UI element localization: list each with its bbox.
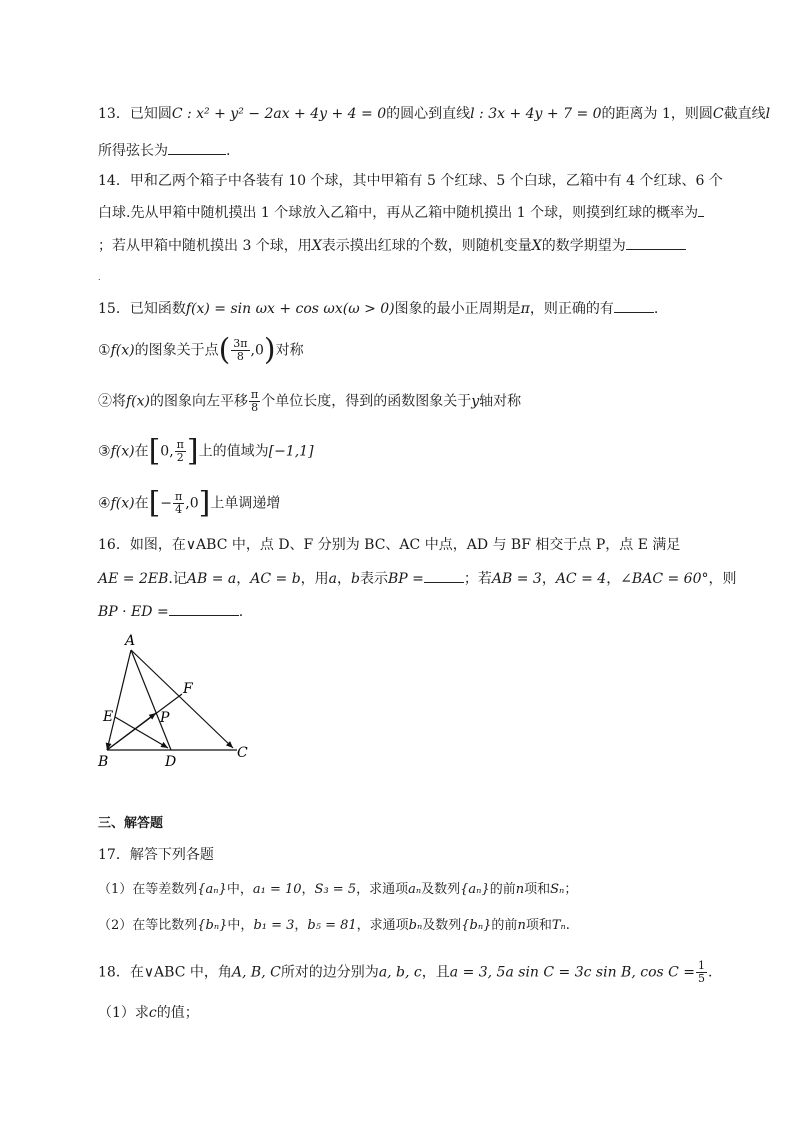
text: 的前: [491, 918, 518, 933]
text: .: [653, 301, 659, 317]
text: 13．已知圆: [98, 106, 172, 122]
label-A: A: [125, 633, 136, 649]
q16-line1: 16．如图，在∨ABC 中，点 D、F 分别为 BC、AC 中点，AD 与 BF 相交于点 P，点 E 满足: [98, 537, 681, 553]
math-line-eq: l : 3x + 4y + 7 = 0: [470, 106, 602, 122]
text: ，且: [421, 964, 450, 981]
section-heading: 三、解答题: [98, 816, 164, 831]
denominator: 2: [176, 451, 184, 464]
text: ，求通项: [356, 918, 409, 933]
math-var: Tₙ: [551, 918, 566, 933]
answer-blank[interactable]: [614, 298, 654, 313]
text: 在: [134, 495, 149, 512]
math-eq: AB = 3: [491, 571, 542, 587]
text: ③: [98, 443, 111, 460]
math-var: bₙ: [408, 918, 423, 933]
q17-part2: [98, 916, 570, 936]
text: ；若: [463, 571, 492, 587]
denominator: 8: [251, 401, 259, 414]
q18-stem: [98, 960, 713, 985]
text: 及数列: [421, 882, 461, 897]
text: .: [708, 964, 713, 981]
text: 所对的边分别为: [280, 964, 379, 981]
math-eq: a₁ = 10: [252, 882, 302, 897]
math-var: l: [765, 106, 771, 122]
q13-line1: [98, 104, 770, 124]
vector-expr: BP =: [387, 571, 424, 587]
label-E: E: [103, 709, 114, 725]
text: ，用: [300, 571, 329, 587]
math-eq: S₃ = 5: [314, 882, 357, 897]
left-bracket: [: [148, 433, 161, 469]
label-B: B: [98, 754, 109, 770]
math-f: f(x): [110, 495, 135, 512]
text: 上的值域为: [198, 443, 269, 460]
q15-option1: [98, 332, 304, 368]
text: 个单位长度，得到的函数图象关于: [261, 393, 472, 410]
text: 轴对称: [479, 393, 522, 410]
vector-expr: AC = b: [250, 571, 301, 587]
answer-blank[interactable]: [626, 235, 686, 250]
text: 的距离为 1，则圆: [601, 106, 713, 122]
text: （1）在等差数列: [98, 882, 198, 897]
q18-part1: [98, 1003, 199, 1023]
text: （2）在等比数列: [98, 918, 198, 933]
q14-line3: [98, 235, 686, 256]
math-seq: {bₙ}: [461, 918, 492, 933]
math-var: A, B, C: [231, 964, 281, 981]
text: 在: [134, 443, 149, 460]
vector-expr: AB = a: [186, 571, 237, 587]
right-bracket: ]: [198, 485, 211, 521]
text: .记: [168, 571, 187, 587]
text: 项和: [525, 918, 552, 933]
text: 表示摸出红球的个数，则随机变量: [321, 238, 532, 254]
math-var: C: [712, 106, 724, 122]
math-seq: {aₙ}: [460, 882, 490, 897]
label-D: D: [165, 754, 177, 770]
text: ；: [564, 882, 578, 897]
text: ，: [236, 571, 251, 587]
numerator: 1: [698, 959, 706, 972]
text: 图象的最小正周期是: [394, 301, 521, 317]
label-F: F: [183, 681, 193, 697]
math-function: f(x) = sin ωx + cos ωx(ω > 0): [185, 301, 395, 317]
text: ，求通项: [356, 882, 409, 897]
text: ，: [294, 918, 308, 933]
left-bracket: [: [148, 485, 161, 521]
text: 项和: [524, 882, 551, 897]
text: 表示: [359, 571, 388, 587]
q14-line2: [98, 202, 704, 223]
math-var: X: [531, 238, 542, 254]
text: 的图象向左平移: [150, 393, 249, 410]
text: 的图象关于点: [134, 342, 219, 359]
text: ,0: [250, 342, 264, 359]
text: ，: [541, 571, 556, 587]
segment-AD: [131, 650, 171, 750]
text: 18．在∨ABC 中，角: [98, 964, 232, 981]
answer-blank[interactable]: [168, 140, 226, 155]
q17-part1: [98, 880, 577, 900]
text: .: [565, 918, 570, 933]
text: ④: [98, 495, 111, 512]
math-var: n: [517, 918, 526, 933]
vector-var: a: [328, 571, 338, 587]
math-var: a, b, c: [378, 964, 422, 981]
text: .: [238, 604, 244, 620]
text: ，: [606, 571, 621, 587]
text: 中，: [227, 918, 254, 933]
text: ，则正确的有: [529, 301, 614, 317]
math-f: f(x): [110, 342, 135, 359]
text: ，: [337, 571, 352, 587]
triangle-figure: [94, 630, 264, 770]
text: 的圆心到直线: [386, 106, 471, 122]
q16-line3: [98, 601, 243, 622]
q14-line4: .: [98, 273, 101, 282]
text: ，: [301, 882, 315, 897]
vector-expr: BP · ED =: [98, 604, 169, 620]
left-paren: (: [218, 332, 231, 368]
math-circle-eq: C : x² + y² − 2ax + 4y + 4 = 0: [171, 106, 387, 122]
math-f: f(x): [110, 443, 135, 460]
fraction: [249, 389, 260, 414]
math-range: [−1,1]: [268, 443, 314, 460]
text: 的前: [489, 882, 516, 897]
math-var: aₙ: [408, 882, 422, 897]
math-eq: ∠BAC = 60°: [620, 571, 709, 587]
text: ①: [98, 342, 111, 359]
denominator: 8: [236, 350, 244, 363]
text: 对称: [275, 342, 304, 359]
right-bracket: ]: [186, 433, 199, 469]
fraction: [175, 439, 186, 464]
q15-option3: [98, 433, 314, 469]
answer-blank[interactable]: [424, 568, 464, 583]
text: 的值；: [156, 1005, 199, 1021]
text: 的数学期望为: [541, 238, 626, 254]
text: 15．已知函数: [98, 301, 186, 317]
text: ,0: [185, 495, 199, 512]
math-var: X: [311, 238, 322, 254]
math-var: Sₙ: [550, 882, 565, 897]
q13-line2: [98, 140, 230, 161]
q15-option2: [98, 389, 521, 414]
text: −: [160, 495, 173, 512]
numerator: 3π: [233, 337, 248, 350]
label-C: C: [237, 745, 248, 761]
math-eq: b₁ = 3: [253, 918, 295, 933]
math-seq: {bₙ}: [197, 918, 228, 933]
fraction: [696, 960, 707, 985]
fraction: [173, 491, 184, 516]
math-var: n: [515, 882, 525, 897]
answer-blank[interactable]: [169, 601, 239, 616]
text: 白球.先从甲箱中随机摸出 1 个球放入乙箱中，再从乙箱中随机摸出 1 个球，则摸到红球的概率为: [98, 205, 699, 221]
label-P: P: [160, 710, 170, 726]
text: .: [226, 143, 231, 159]
numerator: π: [251, 388, 259, 401]
text: ；若从甲箱中随机摸出 3 个球，用: [98, 238, 312, 254]
q17-title: 17．解答下列各题: [98, 847, 214, 863]
vector-expr: AE = 2EB: [98, 571, 169, 587]
side-AC: [131, 650, 233, 748]
answer-blank[interactable]: [698, 202, 704, 217]
text: ，则: [708, 571, 737, 587]
math-eq: b₅ = 81: [307, 918, 357, 933]
text: ②将: [98, 393, 126, 410]
math-pi: π: [520, 301, 530, 317]
q16-line2: [98, 568, 736, 589]
text: 所得弦长为: [98, 143, 168, 159]
text: 0,: [160, 443, 174, 460]
denominator: 4: [175, 503, 183, 516]
math-var: c: [148, 1005, 157, 1021]
numerator: π: [175, 490, 183, 503]
text: （1）求: [98, 1005, 149, 1021]
q14-line1: 14．甲和乙两个箱子中各装有 10 个球，其中甲箱有 5 个红球、5 个白球，乙箱中有 4 个红球、6 个: [98, 173, 723, 189]
numerator: π: [176, 438, 184, 451]
text: 截直线: [723, 106, 766, 122]
fraction: [231, 338, 249, 363]
right-paren: ): [263, 332, 276, 368]
math-seq: {aₙ}: [197, 882, 227, 897]
vector-var: b: [351, 571, 360, 587]
q15-stem: [98, 298, 658, 319]
math-eq: a = 3, 5a sin C = 3c sin B, cos C =: [449, 964, 696, 981]
text: 及数列: [422, 918, 462, 933]
math-var: y: [471, 393, 480, 410]
math-f: f(x): [126, 393, 151, 410]
text: 上单调递增: [210, 495, 281, 512]
math-eq: AC = 4: [555, 571, 607, 587]
text: 中，: [226, 882, 253, 897]
q15-option4: [98, 485, 281, 521]
denominator: 5: [698, 972, 706, 985]
